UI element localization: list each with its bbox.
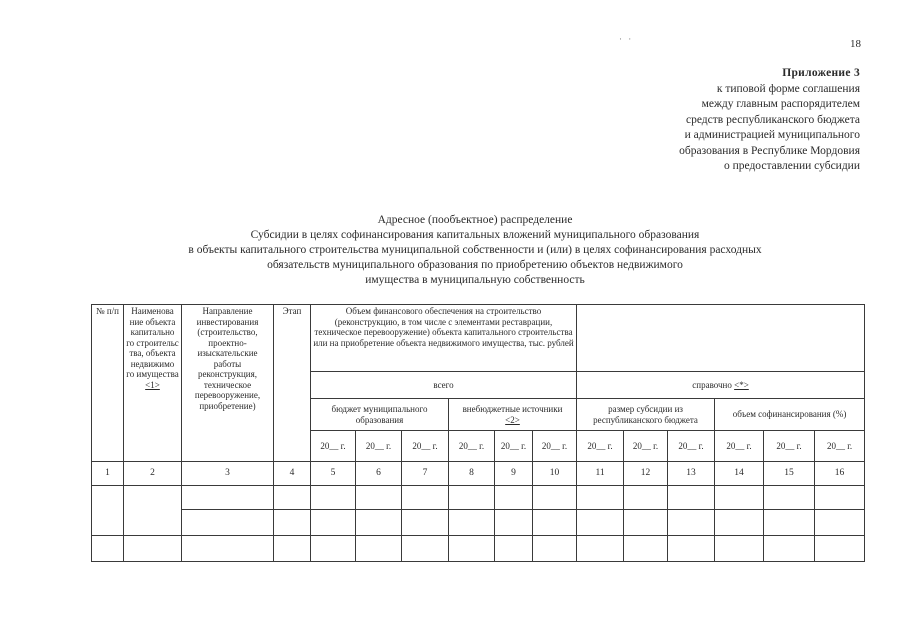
empty-cell bbox=[495, 536, 533, 562]
empty-cell bbox=[402, 486, 449, 510]
empty-cell bbox=[668, 486, 715, 510]
empty-cell bbox=[577, 536, 624, 562]
column-number: 4 bbox=[274, 462, 311, 486]
column-number: 11 bbox=[577, 462, 624, 486]
empty-cell bbox=[577, 486, 624, 510]
header-municipal-budget: бюджет муниципального образования bbox=[311, 399, 449, 431]
empty-cell bbox=[764, 536, 815, 562]
column-number-row bbox=[92, 462, 865, 486]
year-cell: 20__ г. bbox=[764, 431, 815, 462]
empty-cell bbox=[764, 510, 815, 536]
header-direction: Направление инвестирования (строительство, проектно-изыскательские работы реконструкция, техническое перевооружение, приобретение) bbox=[182, 305, 274, 462]
empty-cell bbox=[668, 510, 715, 536]
table-row bbox=[92, 510, 865, 536]
empty-cell bbox=[764, 486, 815, 510]
empty-cell bbox=[311, 536, 356, 562]
empty-cell bbox=[274, 536, 311, 562]
empty-cell bbox=[495, 510, 533, 536]
scan-marks: · · bbox=[619, 34, 634, 44]
empty-cell bbox=[356, 486, 402, 510]
empty-cell bbox=[274, 486, 311, 510]
empty-cell bbox=[715, 510, 764, 536]
empty-cell bbox=[356, 510, 402, 536]
empty-cell bbox=[402, 536, 449, 562]
empty-cell bbox=[124, 486, 182, 536]
year-cell: 20__ г. bbox=[668, 431, 715, 462]
empty-cell bbox=[668, 536, 715, 562]
title-line: имущества в муниципальную собственность bbox=[365, 274, 585, 286]
year-cell: 20__ г. bbox=[715, 431, 764, 462]
footnote-ref: <*> bbox=[734, 379, 749, 390]
column-number: 8 bbox=[449, 462, 495, 486]
column-number: 14 bbox=[715, 462, 764, 486]
empty-cell bbox=[182, 536, 274, 562]
distribution-table bbox=[91, 304, 865, 562]
empty-cell bbox=[533, 510, 577, 536]
column-number: 15 bbox=[764, 462, 815, 486]
header-cofinancing: объем софинансирования (%) bbox=[715, 399, 865, 431]
empty-cell bbox=[311, 486, 356, 510]
table-row bbox=[92, 536, 865, 562]
column-number: 2 bbox=[124, 462, 182, 486]
column-number: 13 bbox=[668, 462, 715, 486]
header-volume-blank bbox=[577, 305, 865, 372]
year-cell: 20__ г. bbox=[356, 431, 402, 462]
column-number: 12 bbox=[624, 462, 668, 486]
year-cell: 20__ г. bbox=[577, 431, 624, 462]
appendix-line: средств республиканского бюджета bbox=[685, 113, 860, 126]
column-number: 3 bbox=[182, 462, 274, 486]
appendix-block bbox=[560, 66, 860, 175]
empty-cell bbox=[624, 536, 668, 562]
empty-cell bbox=[124, 536, 182, 562]
empty-cell bbox=[815, 486, 865, 510]
column-number: 6 bbox=[356, 462, 402, 486]
empty-cell bbox=[449, 510, 495, 536]
title-line: в объекты капитального строительства муниципальной собственности и (или) в целях софинансирования расходных bbox=[188, 244, 762, 256]
column-number: 10 bbox=[533, 462, 577, 486]
appendix-line: образования в Республике Мордовия bbox=[679, 144, 860, 157]
empty-cell bbox=[624, 486, 668, 510]
footnote-ref: <2> bbox=[505, 414, 520, 425]
empty-cell bbox=[533, 536, 577, 562]
empty-cell bbox=[577, 510, 624, 536]
empty-cell bbox=[533, 486, 577, 510]
header-stage: Этап bbox=[274, 305, 311, 462]
empty-cell bbox=[495, 486, 533, 510]
empty-cell bbox=[311, 510, 356, 536]
empty-cell bbox=[402, 510, 449, 536]
appendix-title: Приложение 3 bbox=[782, 67, 860, 79]
footnote-ref: <1> bbox=[145, 379, 160, 390]
header-object-name: Наименова ние объекта капитально го строительс тва, объекта недвижимо го имущества <1> bbox=[124, 305, 182, 462]
year-cell: 20__ г. bbox=[495, 431, 533, 462]
year-cell: 20__ г. bbox=[311, 431, 356, 462]
column-number: 16 bbox=[815, 462, 865, 486]
year-cell: 20__ г. bbox=[533, 431, 577, 462]
header-num: № п/п bbox=[92, 305, 124, 462]
empty-cell bbox=[182, 510, 274, 536]
column-number: 5 bbox=[311, 462, 356, 486]
year-cell: 20__ г. bbox=[402, 431, 449, 462]
year-cell: 20__ г. bbox=[449, 431, 495, 462]
header-total: всего bbox=[311, 372, 577, 399]
empty-cell bbox=[92, 486, 124, 536]
header-subsidy-size: размер субсидии из республиканского бюджета bbox=[577, 399, 715, 431]
empty-cell bbox=[449, 486, 495, 510]
empty-cell bbox=[715, 486, 764, 510]
appendix-line: к типовой форме соглашения bbox=[716, 82, 860, 95]
empty-cell bbox=[624, 510, 668, 536]
title-line: Субсидии в целях софинансирования капитальных вложений муниципального образования bbox=[250, 229, 700, 241]
empty-cell bbox=[449, 536, 495, 562]
appendix-line: о предоставлении субсидии bbox=[723, 160, 860, 172]
document-title bbox=[110, 213, 840, 288]
empty-cell bbox=[182, 486, 274, 510]
year-cell: 20__ г. bbox=[815, 431, 865, 462]
table-row bbox=[92, 486, 865, 510]
year-cell: 20__ г. bbox=[624, 431, 668, 462]
page-number: 18 bbox=[850, 38, 861, 50]
column-number: 7 bbox=[402, 462, 449, 486]
empty-cell bbox=[92, 536, 124, 562]
header-extrabudget: внебюджетные источники <2> bbox=[449, 399, 577, 431]
empty-cell bbox=[815, 536, 865, 562]
column-number: 1 bbox=[92, 462, 124, 486]
appendix-line: и администрацией муниципального bbox=[684, 129, 860, 141]
header-reference: справочно <*> bbox=[577, 372, 865, 399]
column-number: 9 bbox=[495, 462, 533, 486]
appendix-line: между главным распорядителем bbox=[701, 98, 860, 110]
title-line: Адресное (пообъектное) распределение bbox=[377, 214, 573, 226]
empty-cell bbox=[356, 536, 402, 562]
header-volume: Объем финансового обеспечения на строительство (реконструкцию, в том числе с элементами реставрации, техническое перевооружение) объекта капитального строительства или на приобретение объекта недвижимого имущества, тыс. рублей bbox=[311, 305, 577, 372]
title-line: обязательств муниципального образования по приобретению объектов недвижимого bbox=[267, 259, 683, 271]
empty-cell bbox=[715, 536, 764, 562]
empty-cell bbox=[274, 510, 311, 536]
empty-cell bbox=[815, 510, 865, 536]
